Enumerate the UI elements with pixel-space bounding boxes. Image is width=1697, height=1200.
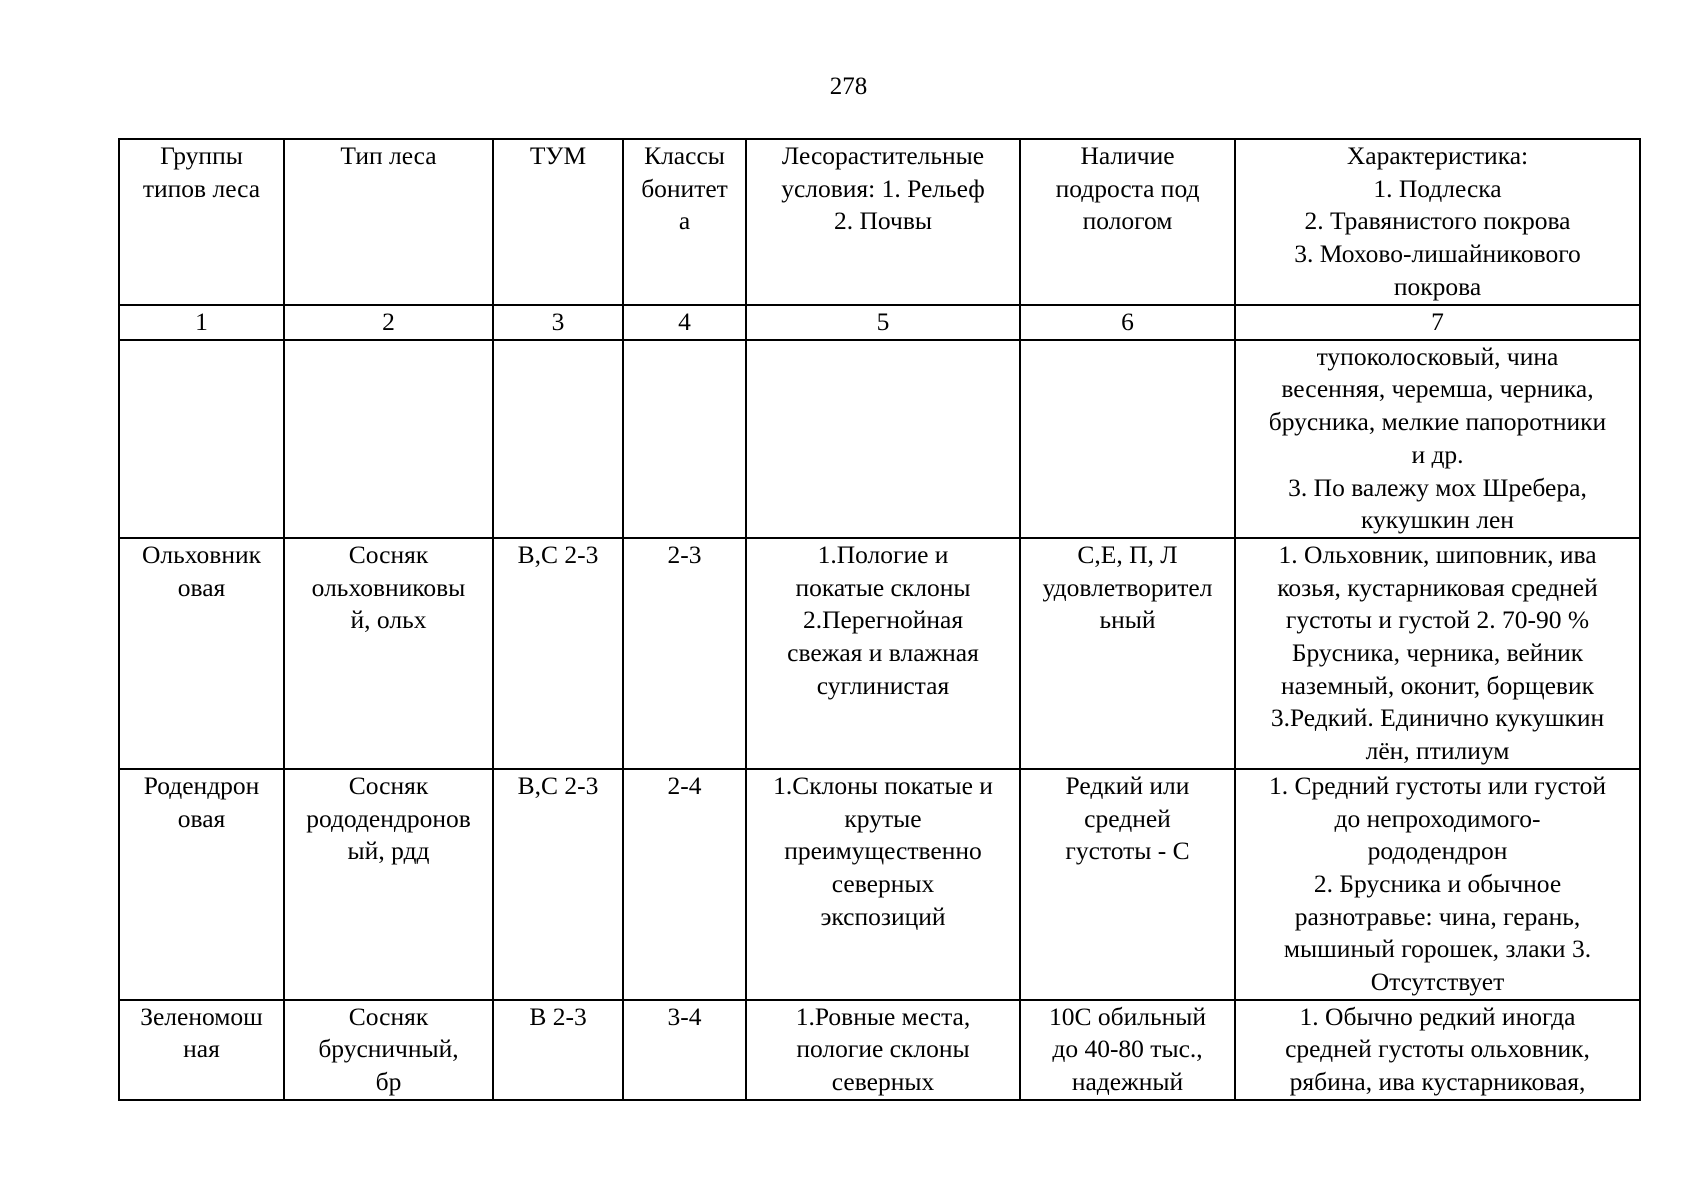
cell-undergrowth: 10С обильный до 40-80 тыс., надежный: [1020, 1000, 1235, 1100]
cell-group: Ольховник овая: [119, 538, 284, 769]
cell-conditions: 1.Пологие и покатые склоны 2.Перегнойная свежая и влажная суглинистая: [746, 538, 1020, 769]
header-cell-undergrowth: Наличие подроста под пологом: [1020, 139, 1235, 305]
cell-bonitet: [623, 340, 746, 538]
cell-tum: В,С 2-3: [493, 538, 623, 769]
column-number: 4: [623, 305, 746, 340]
column-number: 6: [1020, 305, 1235, 340]
cell-bonitet: 2-4: [623, 769, 746, 1000]
column-number-row: [119, 305, 1640, 340]
cell-conditions: 1.Склоны покатые и крутые преимущественно северных экспозиций: [746, 769, 1020, 1000]
cell-group: Зеленомош ная: [119, 1000, 284, 1100]
cell-characteristic: 1. Средний густоты или густой до непроходимого- рододендрон 2. Брусника и обычное разнотравье: чина, герань, мышиный горошек, злаки 3. Отсутствует: [1235, 769, 1640, 1000]
column-number: 5: [746, 305, 1020, 340]
cell-characteristic: 1. Обычно редкий иногда средней густоты ольховник, рябина, ива кустарниковая,: [1235, 1000, 1640, 1100]
cell-undergrowth: С,Е, П, Л удовлетворител ьный: [1020, 538, 1235, 769]
column-number: 7: [1235, 305, 1640, 340]
header-cell-forest-type: Тип леса: [284, 139, 493, 305]
cell-conditions: 1.Ровные места, пологие склоны северных: [746, 1000, 1020, 1100]
cell-group: Родендрон овая: [119, 769, 284, 1000]
cell-tum: В 2-3: [493, 1000, 623, 1100]
table-row: [119, 769, 1640, 1000]
cell-undergrowth: Редкий или средней густоты - С: [1020, 769, 1235, 1000]
cell-bonitet: 3-4: [623, 1000, 746, 1100]
header-cell-tum: ТУМ: [493, 139, 623, 305]
cell-undergrowth: [1020, 340, 1235, 538]
column-number: 2: [284, 305, 493, 340]
header-cell-bonitet: Классы бонитет а: [623, 139, 746, 305]
header-cell-conditions: Лесорастительные условия: 1. Рельеф 2. Почвы: [746, 139, 1020, 305]
cell-type: [284, 340, 493, 538]
cell-type: Сосняк ольховниковы й, ольх: [284, 538, 493, 769]
table-row: [119, 538, 1640, 769]
cell-group: [119, 340, 284, 538]
table-row: [119, 1000, 1640, 1100]
cell-tum: [493, 340, 623, 538]
cell-conditions: [746, 340, 1020, 538]
cell-bonitet: 2-3: [623, 538, 746, 769]
header-cell-characteristic: Характеристика: 1. Подлеска 2. Травянистого покрова 3. Мохово-лишайникового покрова: [1235, 139, 1640, 305]
column-number: 1: [119, 305, 284, 340]
cell-type: Сосняк рододендронов ый, рдд: [284, 769, 493, 1000]
cell-type: Сосняк брусничный, бр: [284, 1000, 493, 1100]
cell-characteristic: 1. Ольховник, шиповник, ива козья, кустарниковая средней густоты и густой 2. 70-90 % Брусника, черника, вейник наземный, оконит, борщевик 3.Редкий. Единично кукушкин лён, птилиум: [1235, 538, 1640, 769]
header-cell-forest-groups: Группы типов леса: [119, 139, 284, 305]
table-header-row: [119, 139, 1640, 305]
cell-tum: В,С 2-3: [493, 769, 623, 1000]
column-number: 3: [493, 305, 623, 340]
table-row: [119, 340, 1640, 538]
cell-characteristic: тупоколосковый, чина весенняя, черемша, черника, брусника, мелкие папоротники и др. 3. По валежу мох Шребера, кукушкин лен: [1235, 340, 1640, 538]
forest-types-table: [118, 138, 1641, 1101]
page-number: 278: [829, 73, 868, 100]
